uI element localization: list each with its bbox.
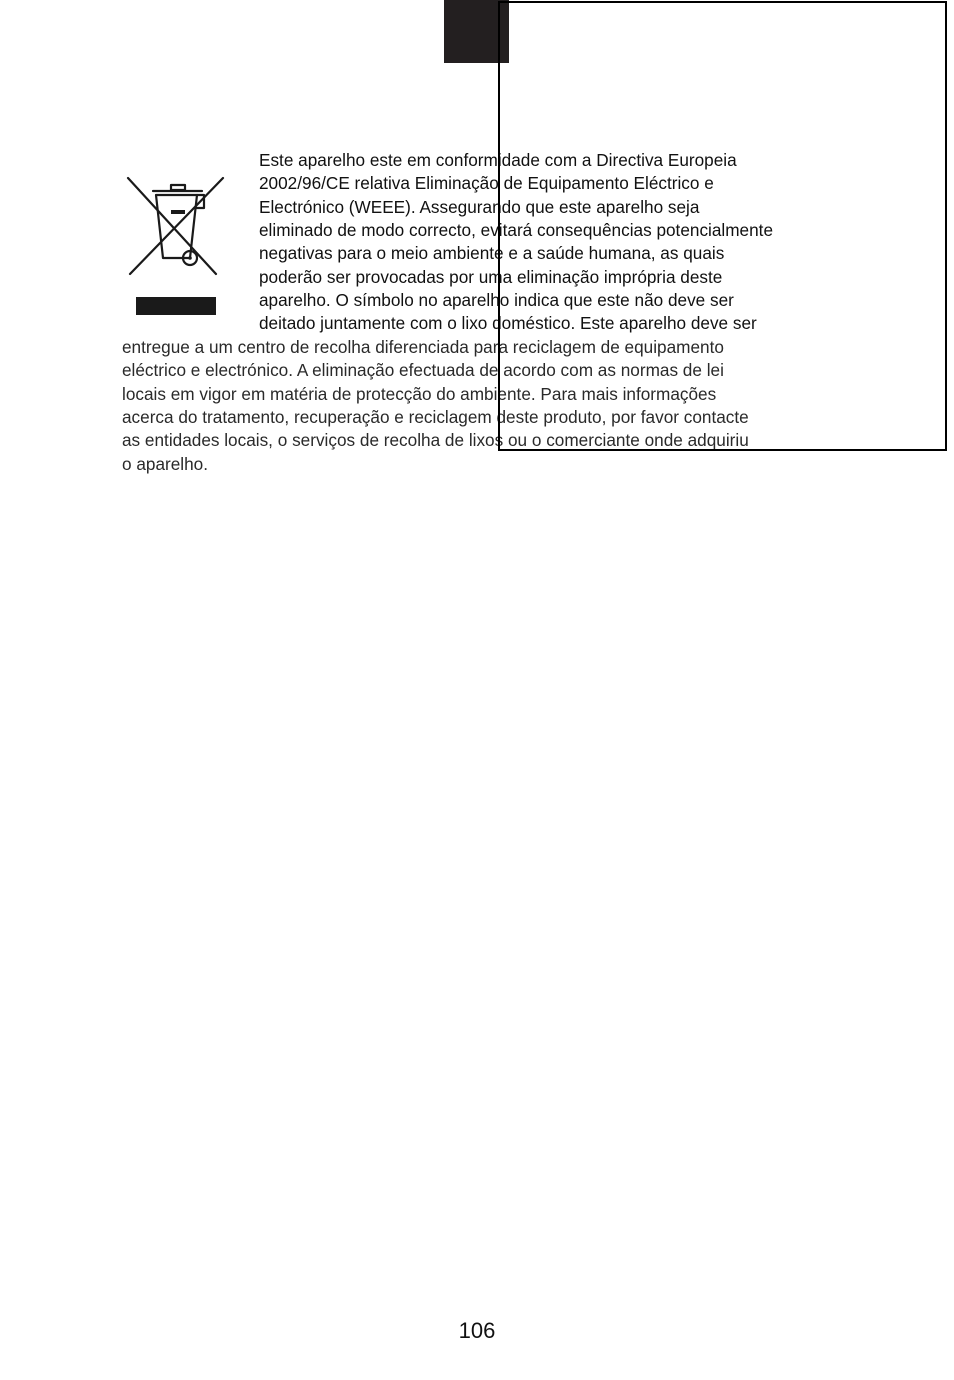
crossed-out-wheelie-bin-icon — [120, 174, 230, 319]
text-line: entregue a um centro de recolha diferenciada para reciclagem de equipamento — [122, 337, 724, 357]
text-line: o aparelho. — [122, 453, 209, 474]
text-line: locais em vigor em matéria de protecção do ambiente. Para mais informações — [122, 383, 717, 404]
page-number: 106 — [458, 1318, 496, 1343]
text-line: aparelho. O símbolo no aparelho indica que este não deve ser — [259, 290, 734, 311]
text-line: eléctrico e electrónico. A eliminação efectuada de acordo com as normas de lei — [122, 360, 724, 381]
overlay-frame-box — [498, 1, 947, 451]
text-line: poderão ser provocadas por uma eliminação imprópria deste — [259, 266, 723, 287]
text-line: as entidades locais, o serviços de recolha de lixos ou o comerciante onde adquiriu — [122, 430, 749, 451]
text-line: negativas para o meio ambiente e a saúde humana, as quais — [259, 243, 725, 264]
text-line: Electrónico (WEEE). Assegurando que este aparelho seja — [259, 196, 700, 217]
text-line: eliminado de modo correcto, evitará consequências potencialmente — [259, 220, 774, 241]
text-line: 2002/96/CE relativa Eliminação de Equipamento Eléctrico e — [259, 173, 714, 194]
text-line: deitado juntamente com o lixo doméstico. Este aparelho deve ser — [259, 313, 757, 334]
text-line: Este aparelho este em conformidade com a Directiva Europeia — [259, 150, 737, 170]
text-line: acerca do tratamento, recuperação e reciclagem deste produto, por favor contacte — [122, 407, 749, 428]
